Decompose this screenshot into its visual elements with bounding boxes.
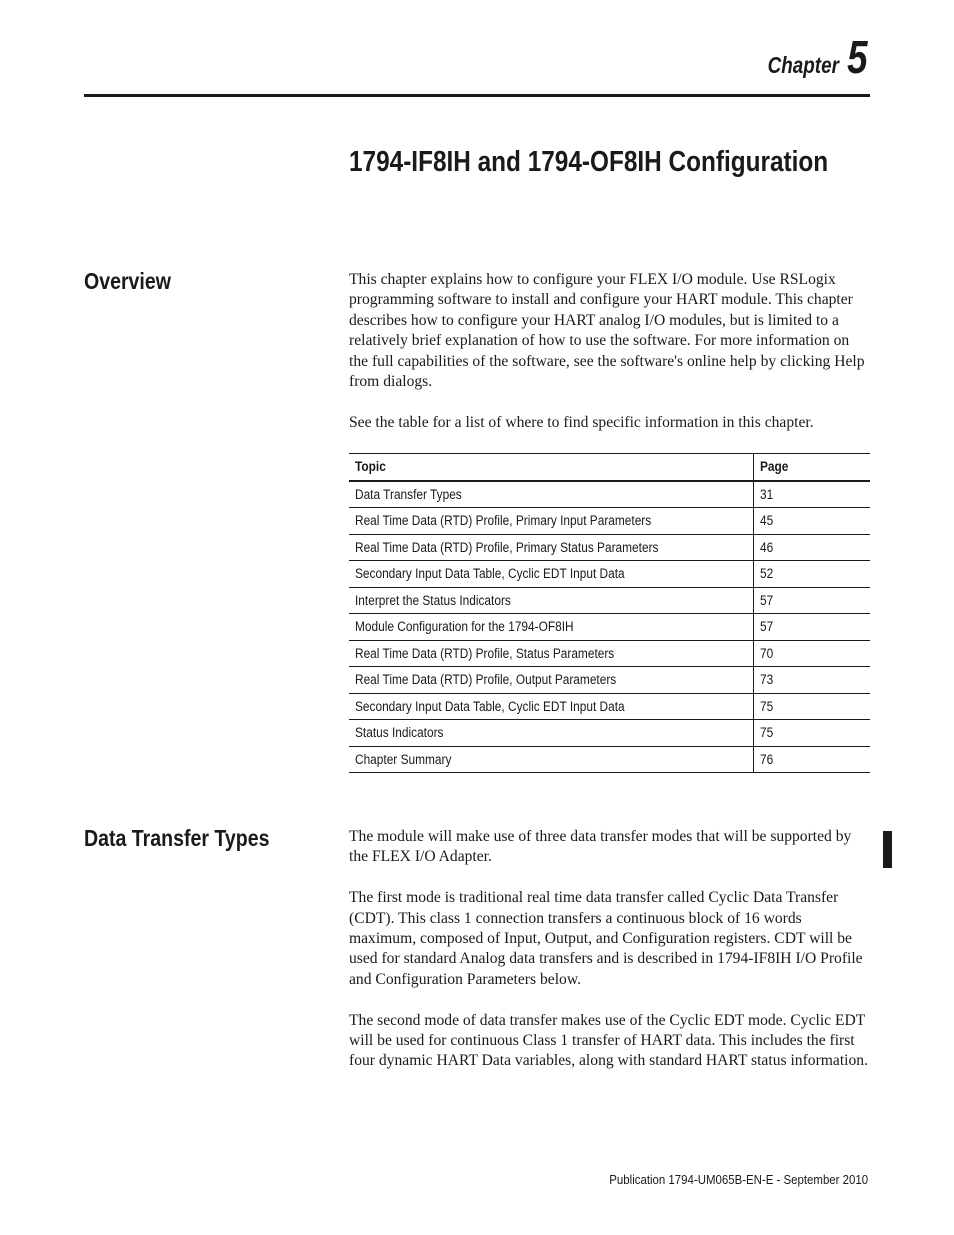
- topic-cell: Status Indicators: [349, 720, 754, 747]
- overview-paragraph: See the table for a list of where to find specific information in this chapter.: [349, 413, 814, 431]
- table-header-row: [349, 454, 870, 481]
- data-transfer-body: [349, 827, 870, 1092]
- data-transfer-paragraph: The first mode is traditional real time data transfer called Cyclic Data Transfer (CDT). This class 1 connection transfers a continuous block of 16 words maximum, composed of Input, Output, and Configuration registers. CDT will be used for standard Analog data transfers and is described in 1794-IF8IH I/O Profile and Configuration Parameters below.: [349, 889, 863, 988]
- topic-cell: Real Time Data (RTD) Profile, Status Parameters: [349, 640, 754, 667]
- table-row: [349, 587, 870, 614]
- topic-cell: Interpret the Status Indicators: [349, 587, 754, 614]
- table-row: [349, 640, 870, 667]
- table-row: [349, 508, 870, 535]
- topic-cell: Module Configuration for the 1794-OF8IH: [349, 614, 754, 641]
- page-cell: 75: [754, 720, 871, 747]
- table-row: [349, 693, 870, 720]
- table-row: [349, 534, 870, 561]
- topic-cell: Secondary Input Data Table, Cyclic EDT Input Data: [349, 561, 754, 588]
- header-rule: [84, 94, 870, 97]
- page-cell: 45: [754, 508, 871, 535]
- table-row: [349, 614, 870, 641]
- topic-cell: Real Time Data (RTD) Profile, Primary Status Parameters: [349, 534, 754, 561]
- topic-cell: Secondary Input Data Table, Cyclic EDT Input Data: [349, 693, 754, 720]
- page-cell: 31: [754, 481, 871, 508]
- chapter-number: 5: [847, 31, 868, 83]
- page-title: 1794-IF8IH and 1794-OF8IH Configuration: [349, 146, 829, 178]
- topic-cell: Chapter Summary: [349, 746, 754, 773]
- data-transfer-types-heading: Data Transfer Types: [84, 825, 270, 851]
- topic-cell: Data Transfer Types: [349, 481, 754, 508]
- topics-table: [349, 453, 870, 773]
- revision-change-bar: [883, 831, 892, 868]
- chapter-label: [752, 31, 869, 83]
- page-column-header: Page: [754, 454, 871, 481]
- data-transfer-paragraph: The module will make use of three data transfer modes that will be supported by the FLEX I/O Adapter.: [349, 828, 852, 866]
- chapter-word: Chapter: [767, 52, 839, 78]
- page-cell: 52: [754, 561, 871, 588]
- table-row: [349, 720, 870, 747]
- data-transfer-paragraph: The second mode of data transfer makes use of the Cyclic EDT mode. Cyclic EDT will be used for continuous Class 1 transfer of HART data. This includes the first four dynamic HART Data variables, along with standard HART status information.: [349, 1011, 868, 1070]
- topic-column-header: Topic: [349, 454, 754, 481]
- page-cell: 75: [754, 693, 871, 720]
- page-cell: 70: [754, 640, 871, 667]
- topic-cell: Real Time Data (RTD) Profile, Primary Input Parameters: [349, 508, 754, 535]
- overview-body: [349, 270, 870, 454]
- overview-heading: Overview: [84, 268, 171, 294]
- table-row: [349, 667, 870, 694]
- page-cell: 46: [754, 534, 871, 561]
- page-cell: 57: [754, 587, 871, 614]
- page-cell: 76: [754, 746, 871, 773]
- page-cell: 57: [754, 614, 871, 641]
- table-row: [349, 561, 870, 588]
- topic-cell: Real Time Data (RTD) Profile, Output Parameters: [349, 667, 754, 694]
- page-cell: 73: [754, 667, 871, 694]
- table-row: [349, 481, 870, 508]
- table-row: [349, 746, 870, 773]
- publication-footer: Publication 1794-UM065B-EN-E - September 2010: [609, 1172, 868, 1187]
- overview-paragraph: This chapter explains how to configure your FLEX I/O module. Use RSLogix programming software to install and configure your HART module. This chapter describes how to configure your HART analog I/O modules, but is limited to a relatively brief explanation of how to use the software. For more information on the full capabilities of the software, see the software's online help by clicking Help from dialogs.: [349, 271, 865, 391]
